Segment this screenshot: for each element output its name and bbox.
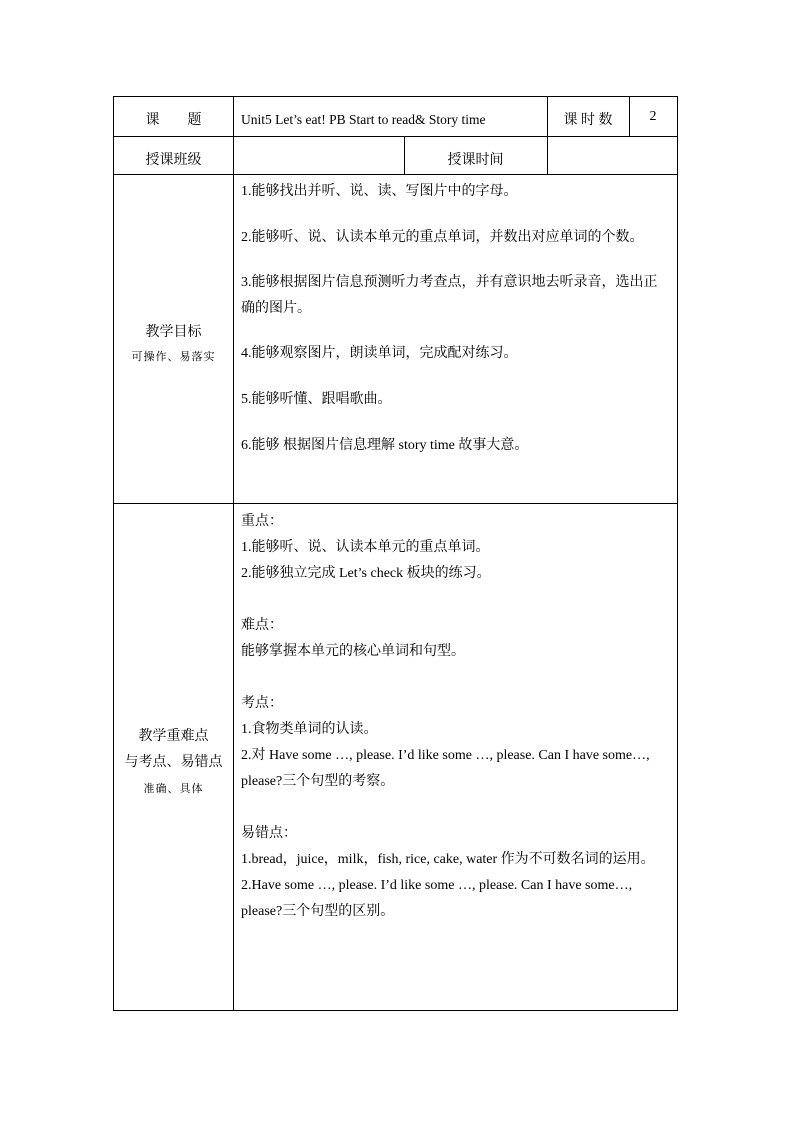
objective-item: 4.能够观察图片，朗读单词，完成配对练习。 <box>241 346 518 361</box>
keypoints-sublabel: 准确、具体 <box>143 783 204 795</box>
error-item: 2.Have some …, please. I’d like some …, please. Can I have some…, please?三个句型的区别。 <box>241 878 633 919</box>
class-label: 授课班级 <box>145 153 202 168</box>
keypoints-label-2: 与考点、易错点 <box>124 755 223 770</box>
row-divider <box>114 174 677 175</box>
focus-item: 1.能够听、说、认读本单元的重点单词。 <box>241 540 490 555</box>
objective-item: 2.能够听、说、认读本单元的重点单词，并数出对应单词的个数。 <box>241 230 644 245</box>
objectives-list <box>241 179 671 459</box>
hours-label: 课 时 数 <box>563 113 613 128</box>
col-divider <box>233 97 234 1010</box>
error-title: 易错点： <box>241 826 297 841</box>
topic-value: Unit5 Let’s eat! PB Start to read& Story time <box>241 112 486 127</box>
objectives-label: 教学目标 <box>145 325 202 340</box>
keypoints-label-1: 教学重难点 <box>138 729 209 744</box>
objective-item: 6.能够 根据图片信息理解 story time 故事大意。 <box>241 438 529 453</box>
objectives-sublabel: 可操作、易落实 <box>131 351 216 363</box>
objective-item: 1.能够找出并听、说、读、写图片中的字母。 <box>241 184 518 199</box>
objective-item: 5.能够听懂、跟唱歌曲。 <box>241 392 392 407</box>
error-item: 1.bread，juice，milk，fish, rice, cake, water 作为不可数名词的运用。 <box>241 852 655 867</box>
exam-item: 2.对 Have some …, please. I’d like some …, please. Can I have some…, please?三个句型的考察。 <box>241 748 650 789</box>
exam-title: 考点： <box>241 696 283 711</box>
col-divider <box>547 136 548 174</box>
objective-item: 3.能够根据图片信息预测听力考查点，并有意识地去听录音，选出正确的图片。 <box>241 275 658 316</box>
hours-value: 2 <box>649 109 657 124</box>
focus-title: 重点： <box>241 514 283 529</box>
row-divider <box>114 136 677 137</box>
time-label: 授课时间 <box>447 153 504 168</box>
focus-item: 2.能够独立完成 Let’s check 板块的练习。 <box>241 566 491 581</box>
difficulty-item: 能够掌握本单元的核心单词和句型。 <box>241 644 465 659</box>
difficulty-title: 难点： <box>241 618 283 633</box>
exam-item: 1.食物类单词的认读。 <box>241 722 378 737</box>
keypoints-content <box>241 509 671 925</box>
row-divider <box>114 503 677 504</box>
lesson-plan-table <box>113 96 678 1011</box>
topic-label: 课 题 <box>145 113 202 128</box>
